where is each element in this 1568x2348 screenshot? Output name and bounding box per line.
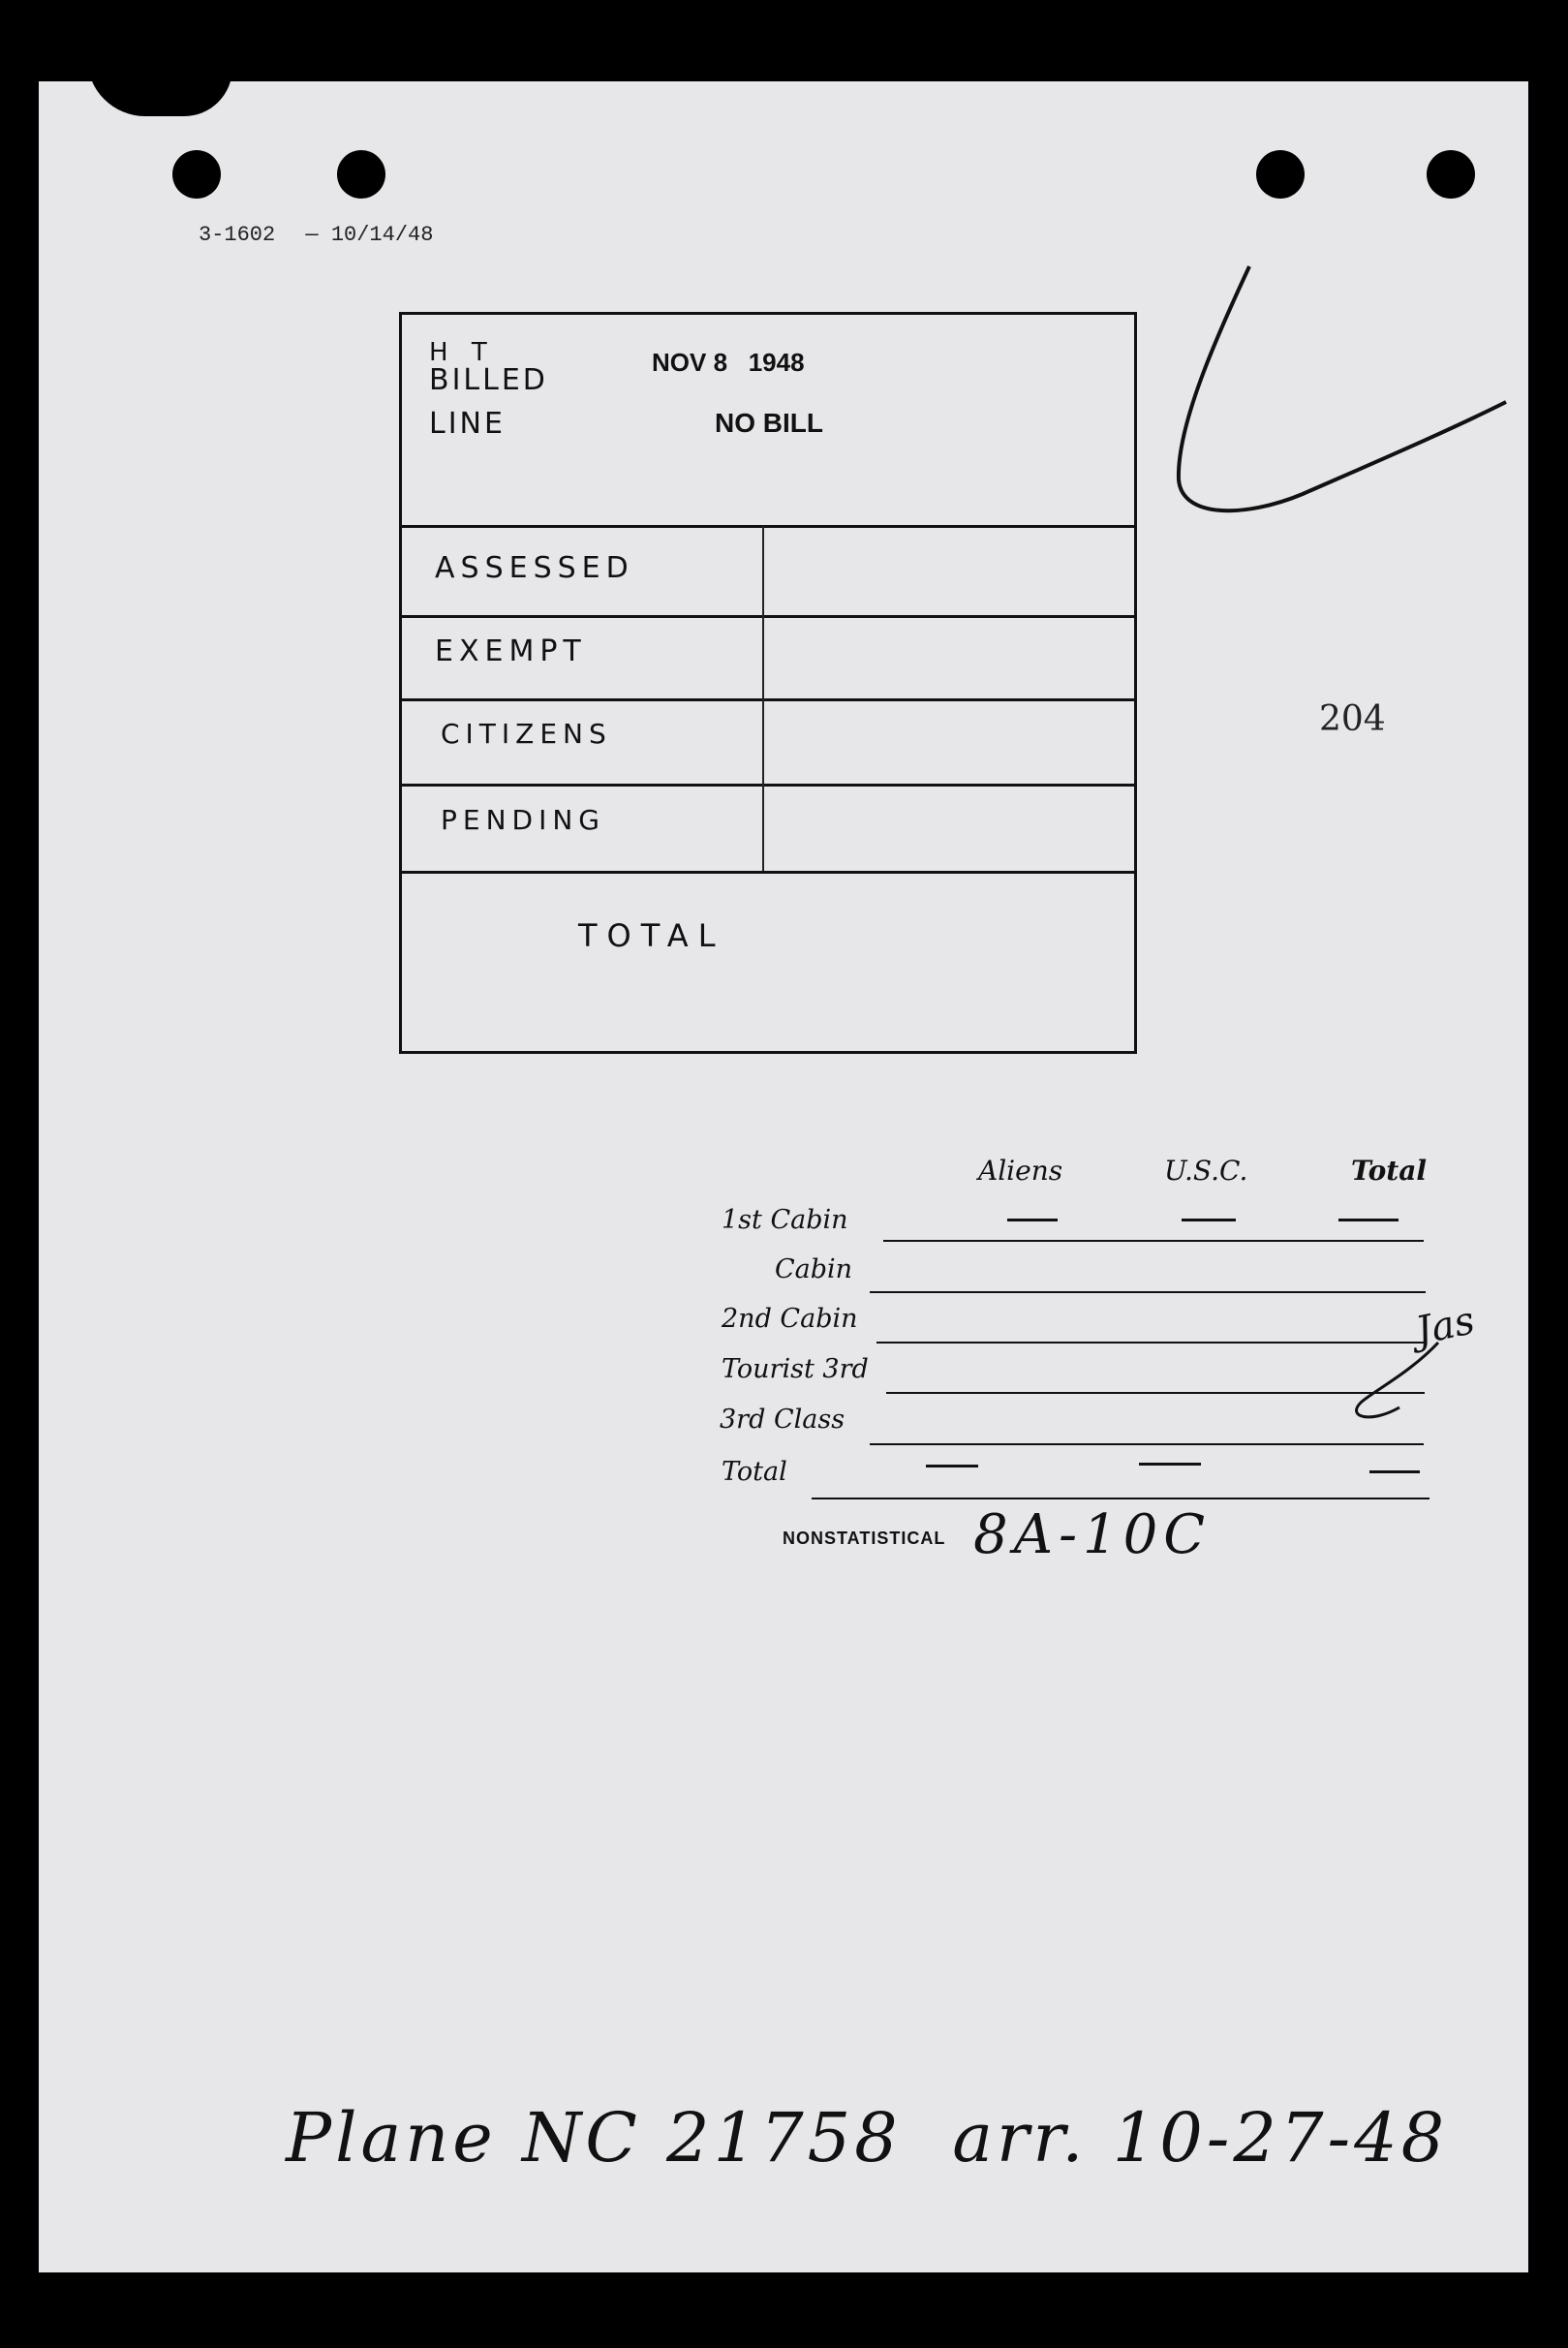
citizens-label: CITIZENS xyxy=(441,718,612,750)
initials: Jas xyxy=(1411,1298,1479,1354)
initials-flourish xyxy=(1341,1335,1448,1422)
nonstatistical-value: 8A-10C xyxy=(973,1503,1212,1566)
punch-hole-icon xyxy=(1427,150,1475,199)
col-usc: U.S.C. xyxy=(1164,1155,1248,1187)
received-date-stamp: NOV 8 1948 xyxy=(652,348,805,377)
footer-note: Plane NC 21758 arr. 10-27-48 xyxy=(286,2098,1449,2178)
billing-form-box xyxy=(399,312,1137,1054)
no-bill-stamp: NO BILL xyxy=(715,408,823,438)
row-third-class: 3rd Class xyxy=(720,1405,845,1435)
check-mark-icon xyxy=(1157,262,1525,533)
row-first-cabin: 1st Cabin xyxy=(722,1205,848,1235)
ht-label: H T xyxy=(429,338,495,367)
assessed-label: ASSESSED xyxy=(435,551,634,585)
punch-hole-icon xyxy=(337,150,385,199)
punch-hole-icon xyxy=(1256,150,1305,199)
form-number xyxy=(199,223,433,247)
exempt-label: EXEMPT xyxy=(435,634,587,668)
nonstatistical-label: NONSTATISTICAL xyxy=(783,1529,946,1548)
total-label: TOTAL xyxy=(578,917,725,954)
form-date: — 10/14/48 xyxy=(305,223,434,247)
line-label: LINE xyxy=(429,407,506,441)
col-total: Total xyxy=(1351,1155,1428,1187)
form-number-text: 3-1602 xyxy=(199,223,276,247)
punch-hole-icon xyxy=(172,150,221,199)
side-number: 204 xyxy=(1319,699,1386,739)
row-second-cabin: 2nd Cabin xyxy=(722,1304,858,1334)
row-tourist-third: Tourist 3rd xyxy=(722,1354,869,1384)
row-total: Total xyxy=(722,1457,787,1487)
billed-label: BILLED xyxy=(429,363,548,397)
pending-label: PENDING xyxy=(441,804,605,836)
row-cabin: Cabin xyxy=(775,1254,853,1284)
col-aliens: Aliens xyxy=(978,1155,1063,1187)
